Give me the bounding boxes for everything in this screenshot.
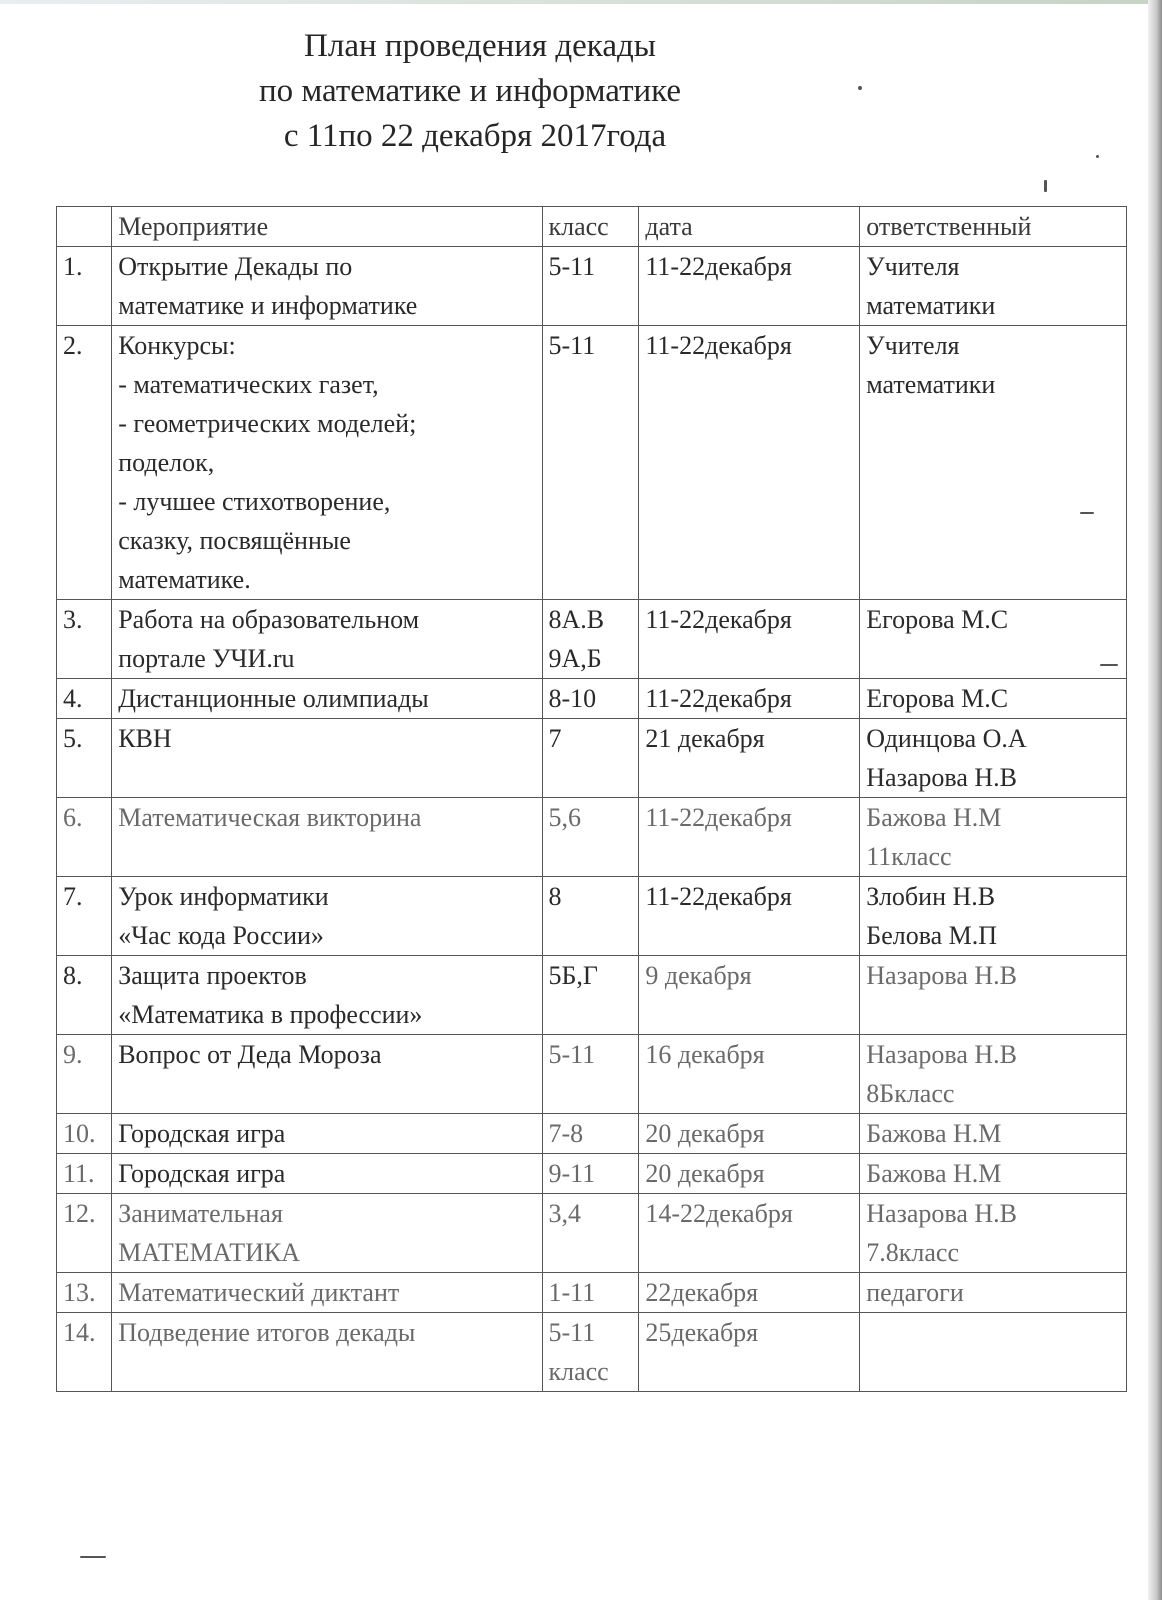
table-row <box>57 719 1127 798</box>
table-header-row <box>57 207 1127 247</box>
cell-responsible: педагоги <box>860 1273 1127 1313</box>
cell-event: Математическая викторина <box>112 798 542 877</box>
cell-num: 6. <box>57 798 112 877</box>
cell-class: 8А.В 9А,Б <box>542 600 639 679</box>
cell-responsible: Учителя математики <box>860 247 1127 326</box>
cell-date: 11-22декабря <box>639 247 860 326</box>
cell-event: Городская игра <box>112 1154 542 1194</box>
cell-class: 7-8 <box>542 1114 639 1154</box>
cell-responsible: Назарова Н.В 7.8класс <box>860 1194 1127 1273</box>
header-num <box>57 207 112 247</box>
cell-date: 22декабря <box>639 1273 860 1313</box>
title-line-1: План проведения декады <box>304 28 656 64</box>
cell-class: 8-10 <box>542 679 639 719</box>
document-title <box>160 24 780 159</box>
scan-right-edge <box>1148 0 1162 1600</box>
table-row <box>57 1273 1127 1313</box>
cell-class: 5-11 класс <box>542 1313 639 1392</box>
table-row <box>57 1154 1127 1194</box>
cell-class: 3,4 <box>542 1194 639 1273</box>
cell-num: 9. <box>57 1035 112 1114</box>
cell-date: 11-22декабря <box>639 877 860 956</box>
cell-event: Конкурсы: - математических газет, - геометрических моделей; поделок, - лучшее стихотворение, сказку, посвящённые математике. <box>112 326 542 600</box>
table-row <box>57 1035 1127 1114</box>
cell-event: Урок информатики «Час кода России» <box>112 877 542 956</box>
cell-event: Вопрос от Деда Мороза <box>112 1035 542 1114</box>
cell-date: 11-22декабря <box>639 600 860 679</box>
header-responsible: ответственный <box>860 207 1127 247</box>
scan-speck <box>858 86 862 90</box>
cell-responsible: Егорова М.С <box>860 600 1127 679</box>
header-class: класс <box>542 207 639 247</box>
cell-responsible: Егорова М.С <box>860 679 1127 719</box>
events-table <box>56 206 1127 1392</box>
cell-class: 9-11 <box>542 1154 639 1194</box>
table-row <box>57 247 1127 326</box>
cell-event: Подведение итогов декады <box>112 1313 542 1392</box>
cell-event: Занимательная МАТЕМАТИКА <box>112 1194 542 1273</box>
table-row <box>57 679 1127 719</box>
cell-responsible: Бажова Н.М <box>860 1114 1127 1154</box>
cell-event: Защита проектов «Математика в профессии» <box>112 956 542 1035</box>
cell-date: 20 декабря <box>639 1114 860 1154</box>
table-row <box>57 956 1127 1035</box>
cell-num: 11. <box>57 1154 112 1194</box>
cell-date: 14-22декабря <box>639 1194 860 1273</box>
table-row <box>57 1313 1127 1392</box>
cell-event: Открытие Декады по математике и информатике <box>112 247 542 326</box>
cell-num: 14. <box>57 1313 112 1392</box>
scan-speck <box>1096 155 1099 158</box>
table-row <box>57 1114 1127 1154</box>
cell-num: 8. <box>57 956 112 1035</box>
table-row <box>57 1194 1127 1273</box>
cell-num: 3. <box>57 600 112 679</box>
scan-speck <box>1080 512 1094 514</box>
cell-date: 20 декабря <box>639 1154 860 1194</box>
cell-class: 1-11 <box>542 1273 639 1313</box>
header-date: дата <box>639 207 860 247</box>
cell-num: 2. <box>57 326 112 600</box>
cell-date: 11-22декабря <box>639 679 860 719</box>
cell-date: 11-22декабря <box>639 798 860 877</box>
cell-date: 11-22декабря <box>639 326 860 600</box>
scan-speck <box>1044 180 1047 192</box>
scan-top-edge <box>0 0 1162 4</box>
cell-class: 5-11 <box>542 326 639 600</box>
cell-class: 7 <box>542 719 639 798</box>
cell-num: 13. <box>57 1273 112 1313</box>
title-line-3: с 11по 22 декабря 2017года <box>283 118 667 154</box>
cell-num: 7. <box>57 877 112 956</box>
title-line-2: по математике и информатике <box>258 73 682 109</box>
table-row <box>57 798 1127 877</box>
cell-date: 25декабря <box>639 1313 860 1392</box>
cell-event: Городская игра <box>112 1114 542 1154</box>
cell-date: 9 декабря <box>639 956 860 1035</box>
cell-date: 21 декабря <box>639 719 860 798</box>
cell-responsible: Злобин Н.В Белова М.П <box>860 877 1127 956</box>
cell-event: Математический диктант <box>112 1273 542 1313</box>
cell-class: 5-11 <box>542 1035 639 1114</box>
cell-class: 5Б,Г <box>542 956 639 1035</box>
header-event: Мероприятие <box>112 207 542 247</box>
scan-speck <box>1100 664 1118 666</box>
cell-responsible <box>860 1313 1127 1392</box>
cell-date: 16 декабря <box>639 1035 860 1114</box>
cell-num: 4. <box>57 679 112 719</box>
cell-event: КВН <box>112 719 542 798</box>
cell-class: 5,6 <box>542 798 639 877</box>
scan-speck <box>80 1556 106 1558</box>
cell-class: 8 <box>542 877 639 956</box>
cell-num: 1. <box>57 247 112 326</box>
cell-responsible: Бажова Н.М <box>860 1154 1127 1194</box>
cell-num: 12. <box>57 1194 112 1273</box>
cell-responsible: Учителя математики <box>860 326 1127 600</box>
cell-num: 10. <box>57 1114 112 1154</box>
cell-responsible: Назарова Н.В <box>860 956 1127 1035</box>
table-row <box>57 600 1127 679</box>
cell-class: 5-11 <box>542 247 639 326</box>
cell-responsible: Бажова Н.М 11класс <box>860 798 1127 877</box>
table-row <box>57 326 1127 600</box>
cell-responsible: Одинцова О.А Назарова Н.В <box>860 719 1127 798</box>
cell-num: 5. <box>57 719 112 798</box>
cell-responsible: Назарова Н.В 8Бкласс <box>860 1035 1127 1114</box>
cell-event: Дистанционные олимпиады <box>112 679 542 719</box>
cell-event: Работа на образовательном портале УЧИ.ru <box>112 600 542 679</box>
table-row <box>57 877 1127 956</box>
